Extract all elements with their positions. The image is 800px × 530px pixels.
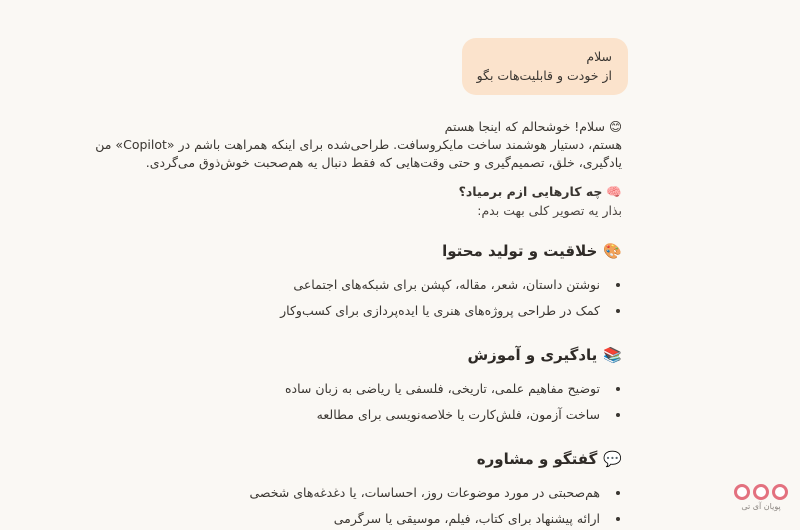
books-icon: 📚 (603, 346, 622, 364)
watermark-logo (733, 484, 789, 518)
section-title-text: گفتگو و مشاوره (476, 450, 598, 468)
brain-icon: 🧠 (606, 184, 622, 199)
section-list (102, 376, 622, 428)
section-list (102, 272, 622, 324)
section-conversation (102, 448, 622, 530)
intro-line-1: هستم، دستیار هوشمند ساخت مایکروسافت. طراحی‌شده برای اینکه همراهت باشم در «Copilot» من (95, 137, 622, 152)
list-item: هم‌صحبتی در مورد موضوعات روز، احساسات، یا دغدغه‌های شخصی (102, 480, 622, 506)
capabilities-heading (102, 182, 622, 202)
capabilities-heading-text: چه کارهایی ازم برمیاد؟ (458, 184, 603, 199)
user-message-line-1: سلام (586, 49, 612, 64)
greeting-text: سلام! خوشحالم که اینجا هستم (444, 119, 605, 134)
greeting-line (102, 118, 622, 136)
list-item: ساخت آزمون، فلش‌کارت یا خلاصه‌نویسی برای مطالعه (102, 402, 622, 428)
capabilities-subtext: بذار یه تصویر کلی بهت بدم: (477, 203, 622, 218)
section-title-text: یادگیری و آموزش (467, 346, 598, 364)
section-creativity (102, 240, 622, 324)
logo-icon (733, 484, 789, 500)
assistant-response (95, 118, 622, 530)
watermark-text: پویان آی تی (741, 502, 781, 511)
section-learning (102, 344, 622, 428)
section-title-text: خلاقیت و تولید محتوا (442, 242, 598, 260)
user-message-bubble (462, 38, 628, 95)
user-message-line-2: از خودت و قابلیت‌هات بگو (476, 68, 612, 83)
smile-icon: 😊 (608, 119, 622, 134)
list-item: نوشتن داستان، شعر، مقاله، کپشن برای شبکه‌های اجتماعی (102, 272, 622, 298)
section-title (102, 448, 622, 470)
list-item: توضیح مفاهیم علمی، تاریخی، فلسفی یا ریاضی به زبان ساده (102, 376, 622, 402)
speech-bubble-icon: 💬 (603, 450, 622, 468)
section-title (102, 344, 622, 366)
section-list (102, 480, 622, 530)
palette-icon: 🎨 (603, 242, 622, 260)
section-title (102, 240, 622, 262)
intro-line-2: یادگیری، خلق، تصمیم‌گیری و حتی وقت‌هایی که فقط دنبال یه هم‌صحبت خوش‌ذوق می‌گردی. (145, 155, 622, 170)
list-item: ارائه پیشنهاد برای کتاب، فیلم، موسیقی یا سرگرمی (102, 506, 622, 530)
list-item: کمک در طراحی پروژه‌های هنری یا ایده‌پردازی برای کسب‌وکار (102, 298, 622, 324)
